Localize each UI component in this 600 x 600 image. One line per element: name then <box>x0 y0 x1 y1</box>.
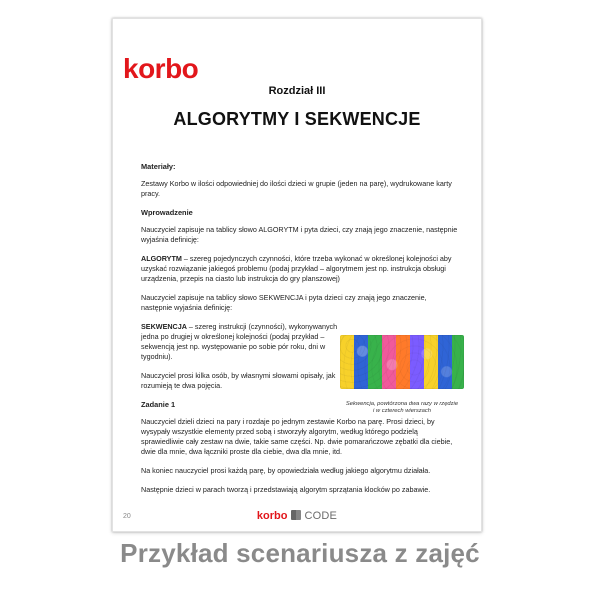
document-content <box>141 162 459 504</box>
chapter-label: Rozdział III <box>268 85 326 97</box>
footer-brand-korbo: korbo <box>256 510 288 522</box>
footer-brand-code: CODE <box>304 510 338 522</box>
photo-caption-line-1: Sekwencja, powtórzona dwa razy w rzędzie <box>345 401 459 407</box>
document-title: ALGORYTMY I SEKWENCJE <box>173 109 421 129</box>
intro-heading: Wprowadzenie <box>141 208 193 217</box>
materials-text: Zestawy Korbo w ilości odpowiedniej do ilości dzieci w grupie (jeden na parę), wydrukowane karty pracy. <box>141 179 452 198</box>
photo-caption-line-2: i w czterech wierszach <box>373 408 431 414</box>
intro-paragraph-1: Nauczyciel zapisuje na tablicy słowo ALGORYTM i pyta dzieci, czy znają jego znaczenie, następnie wyjaśnia definicję: <box>141 225 458 244</box>
korbo-sequence-photo <box>340 335 464 389</box>
task-paragraph-1: Nauczyciel dzieli dzieci na pary i rozdaje po jednym zestawie Korbo na parę. Prosi dzieci, by wysypały wszystkie elementy przed sobą i stworzyły algorytm, według którego podzielą sprawiedliwie cały zestaw na dwie, takie same części. Np. dwie pomarańczowe zębatki dla ciebie, dwie dla mnie, dwa łączniki proste dla ciebie, dwa dla mnie, itd. <box>141 417 453 456</box>
task-paragraph-3: Następnie dzieci w parach tworzą i przedstawiają algorytm sprzątania klocków po zabawie. <box>141 485 431 494</box>
footer-brand-icon <box>291 510 301 520</box>
task-paragraph-2: Na koniec nauczyciel prosi każdą parę, by opowiedziała według jakiego algorytmu działała. <box>141 466 431 475</box>
intro-paragraph-2: Nauczyciel zapisuje na tablicy słowo SEKWENCJA i pyta dzieci czy znają jego znaczenie, następnie wyjaśnia definicję: <box>141 293 427 312</box>
scenario-example-caption: Przykład scenariusza z zajęć <box>120 538 480 568</box>
algorithm-term: ALGORYTM <box>141 254 182 263</box>
intro-paragraph-3: Nauczyciel prosi kilka osób, by własnymi słowami opisały, jak rozumieją te dwa pojęcia. <box>141 371 336 390</box>
document-page <box>112 18 482 532</box>
sequence-term: SEKWENCJA <box>141 322 187 331</box>
algorithm-definition-text: – szereg pojedynczych czynności, które trzeba wykonać w określonej kolejności aby uzyskać rozwiązanie jakiegoś problemu (podaj przykład – algorytmem jest np. instrukcja obsługi urządzenia, przepis na ciasto lub instrukcja do gry planszowej) <box>141 254 452 283</box>
photo-caption <box>342 401 462 415</box>
algorithm-definition <box>141 254 459 284</box>
materials-heading: Materiały: <box>141 162 176 171</box>
sequence-definition-text: – szereg instrukcji (czynności), wykonywanych jedna po drugiej w określonej kolejności (podaj przykład – sekwencją jest np. występowanie po sobie pór roku, dni w tygodniu). <box>141 322 338 361</box>
page-number: 20 <box>123 513 131 520</box>
sequence-definition <box>141 322 339 362</box>
footer-brand <box>113 510 481 522</box>
task-heading: Zadanie 1 <box>141 400 176 409</box>
korbo-logo: korbo <box>123 53 199 84</box>
